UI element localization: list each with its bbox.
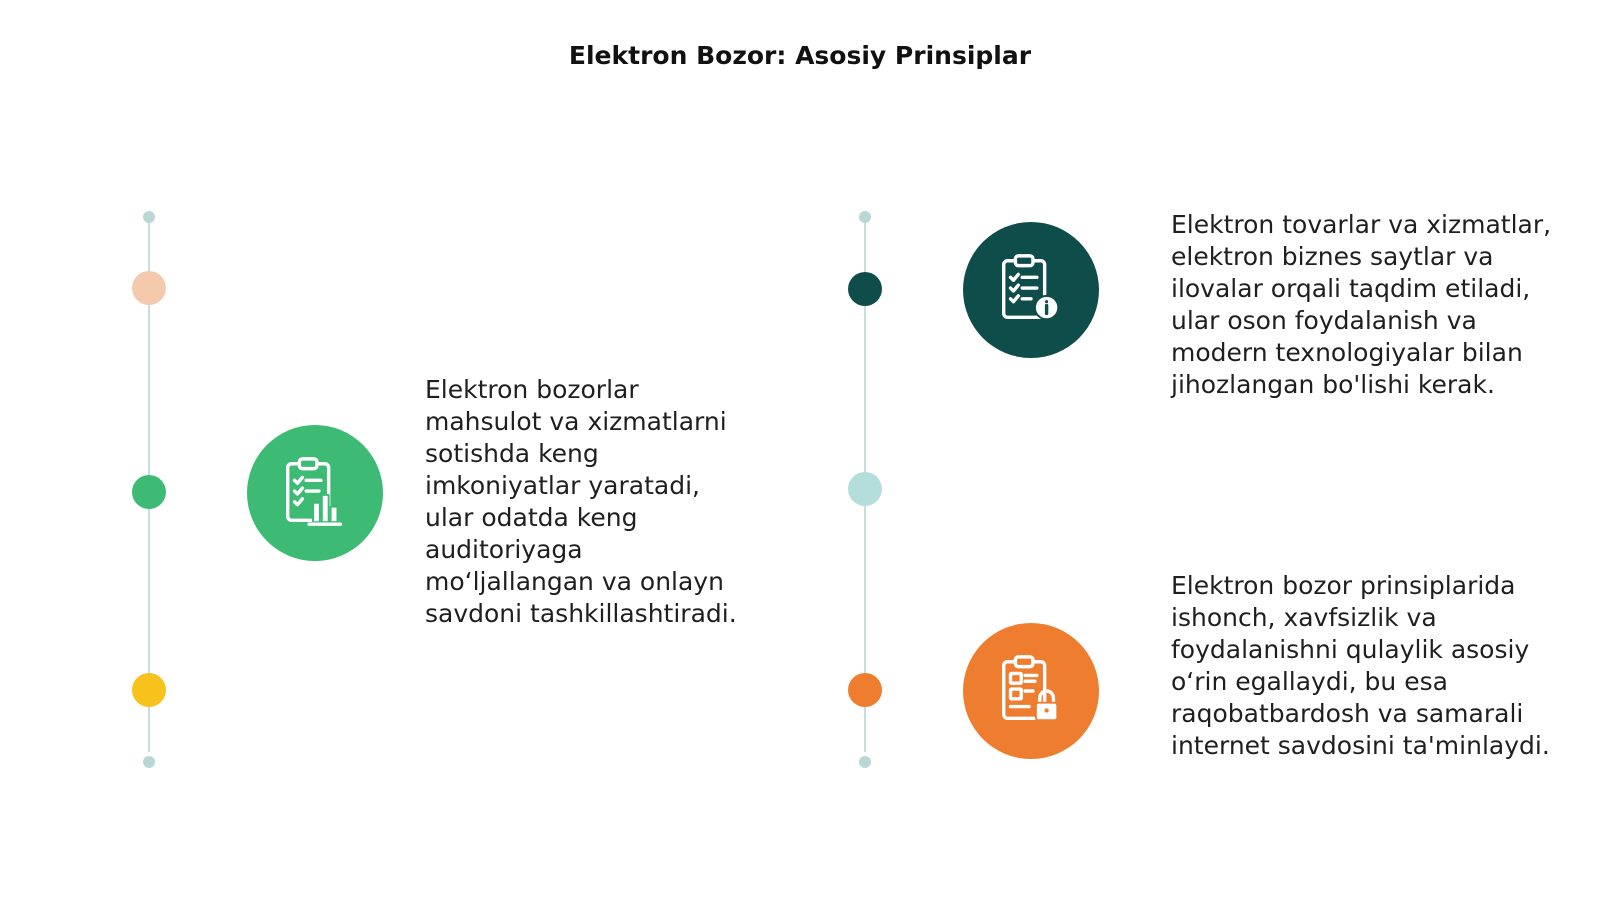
right-timeline-start-dot bbox=[859, 211, 871, 223]
right-marker-orange bbox=[848, 673, 882, 707]
clipboard-chart-icon-circle bbox=[247, 425, 383, 561]
left-marker-peach bbox=[132, 271, 166, 305]
left-timeline-end-dot bbox=[143, 756, 155, 768]
left-timeline-start-dot bbox=[143, 211, 155, 223]
clipboard-info-icon-circle bbox=[963, 222, 1099, 358]
left-marker-green bbox=[132, 475, 166, 509]
clipboard-chart-icon bbox=[276, 454, 354, 532]
right-timeline-end-dot bbox=[859, 756, 871, 768]
right-marker-teal-dark bbox=[848, 272, 882, 306]
page-title: Elektron Bozor: Asosiy Prinsiplar bbox=[568, 41, 1032, 70]
principle-1-text: Elektron bozorlar mahsulot va xizmatlarni sotishda keng imkoniyatlar yaratadi, ular odatda keng auditoriyaga mo‘ljallangan va onlayn savdoni tashkillashtiradi. bbox=[425, 375, 737, 628]
left-marker-yellow bbox=[132, 673, 166, 707]
principle-2-text: Elektron tovarlar va xizmatlar, elektron biznes saytlar va ilovalar orqali taqdim etiladi, ular oson foydalanish va modern texnologiyalar bilan jihozlangan bo'lishi kerak. bbox=[1171, 210, 1552, 399]
right-marker-teal-light bbox=[848, 472, 882, 506]
principle-3-text: Elektron bozor prinsiplarida ishonch, xavfsizlik va foydalanishni qulaylik asosiy o‘rin egallaydi, bu esa raqobatbardosh va samarali internet savdosini ta'minlaydi. bbox=[1171, 571, 1550, 760]
clipboard-lock-icon bbox=[992, 652, 1070, 730]
clipboard-lock-icon-circle bbox=[963, 623, 1099, 759]
clipboard-info-icon bbox=[992, 251, 1070, 329]
